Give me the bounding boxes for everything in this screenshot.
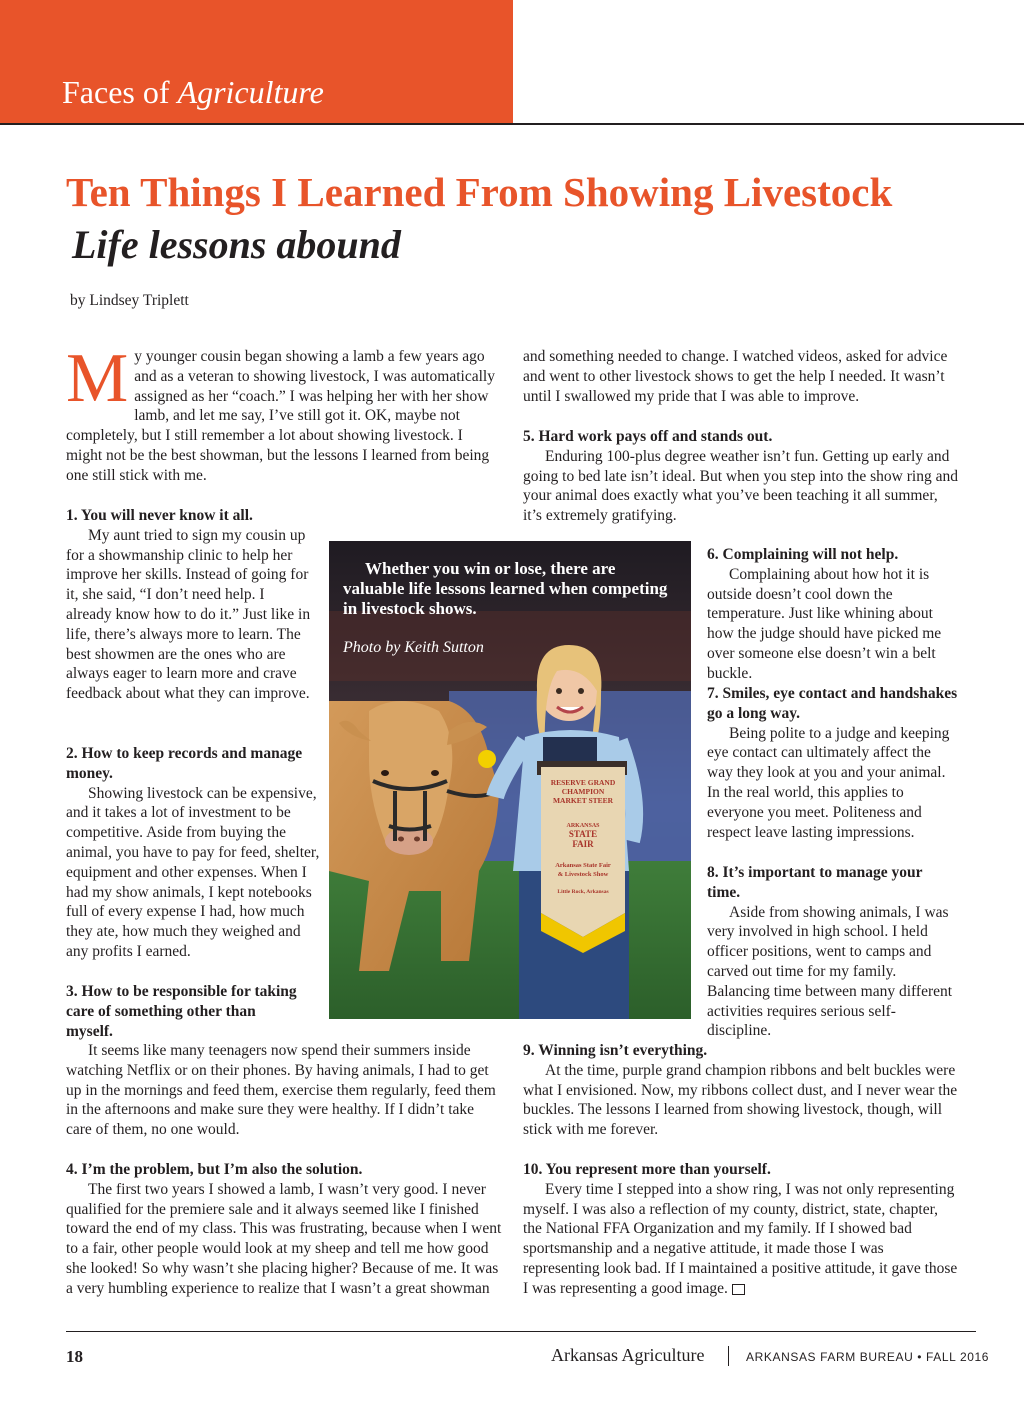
section-body: At the time, purple grand champion ribbons and belt buckles were what I envisioned. Now, my ribbons collect dust, and I never wear the buckles. The lessons I learned from showing livestock, though, will stick with me forever. (523, 1061, 958, 1139)
section-banner (0, 0, 513, 124)
svg-text:MARKET STEER: MARKET STEER (552, 796, 614, 805)
header-rule (0, 123, 1024, 125)
section-body: Every time I stepped into a show ring, I was not only representing myself. I was also a reflection of my county, district, state, chapter, the National FFA Organization and my family. If I showed bad sportsmanship and a negative attitude, it made those I was representing look bad. If I maintained a positive attitude, it gave those I was representing a good image. (523, 1180, 958, 1297)
section-heading: 10. You represent more than yourself. (523, 1161, 771, 1178)
section-body: Aside from showing animals, I was very involved in high school. I held officer positions, went to camps and carved out time for my family. Balancing time between many different activities requires serious self-discipline. (707, 903, 953, 1040)
section-heading: 9. Winning isn’t everything. (523, 1042, 708, 1059)
footer-separator (728, 1346, 729, 1366)
section-4 (66, 1160, 506, 1299)
byline: by Lindsey Triplett (70, 292, 189, 309)
photo-caption: Whether you win or lose, there are valuable life lessons learned when competing in livestock shows. (343, 559, 668, 618)
section-body: Showing livestock can be expensive, and it takes a lot of investment to be competitive. Aside from buying the animal, you have to pay for feed, shelter, equipment and other expenses. When I had my show animals, I kept notebooks full of every expense I had, how much they ate, how much they weighed and any profits I earned. (66, 784, 320, 960)
svg-text:STATE: STATE (568, 829, 598, 839)
page-number: 18 (66, 1347, 83, 1366)
section-1 (66, 506, 314, 704)
section-title: Faces of Agriculture (62, 74, 324, 110)
publisher-issue: ARKANSAS FARM BUREAU • FALL 2016 (746, 1350, 990, 1364)
section-body: Being polite to a judge and keeping eye contact can ultimately affect the way they look at you and your animal. In the real world, this applies to everyone you meet. Politeness and respect leave lasting impressions. (707, 724, 950, 841)
section-body: My aunt tried to sign my cousin up for a showmanship clinic to help her improve her skills. Instead of going for it, she said, “I don’t need help. I already know how to do it.” Just like in life, there’s always more to learn. The best showmen are the ones who are always eager to learn more and crave feedback about what they can improve. (66, 526, 311, 703)
drop-cap: M (66, 340, 129, 417)
section-2 (66, 744, 320, 962)
section-body: Enduring 100-plus degree weather isn’t fun. Getting up early and going to bed late isn’t ideal. But when you step into the show ring and your animal does exactly what you’ve been teaching it all summer, it’s extremely gratifying. (523, 447, 958, 525)
svg-text:ARKANSAS: ARKANSAS (566, 823, 600, 829)
svg-text:Arkansas State Fair: Arkansas State Fair (555, 862, 611, 869)
section-4-continued: and something needed to change. I watched videos, asked for advice and went to other livestock shows to get the help I needed. It wasn’t until I swallowed my pride that I was able to improve. (523, 348, 948, 405)
svg-text:Little Rock, Arkansas: Little Rock, Arkansas (557, 889, 609, 895)
section-10 (523, 1160, 959, 1299)
section-7 (707, 684, 959, 842)
svg-text:& Livestock Show: & Livestock Show (557, 871, 609, 878)
section-9 (523, 1041, 959, 1140)
section-body: Complaining about how hot it is outside doesn’t cool down the temperature. Just like whining about how the judge should have picked me over someone else doesn’t win a belt buckle. (707, 565, 942, 682)
section-heading: 1. You will never know it all. (66, 507, 253, 524)
svg-text:CHAMPION: CHAMPION (561, 787, 605, 796)
article-photo (329, 541, 691, 1019)
section-heading: 6. Complaining will not help. (707, 546, 899, 563)
section-body: The first two years I showed a lamb, I wasn’t very good. I never qualified for the premiere sale and it always seemed like I finished toward the end of my class. This was frustrating, because when I went to a fair, other people would look at my sheep and tell me how good she looked! So why wasn’t she placing higher? Because of me. It was a very humbling experience to realize that I wasn’t a great showman (66, 1180, 502, 1297)
section-heading: 8. It’s important to manage your time. (707, 864, 923, 901)
photo-credit: Photo by Keith Sutton (343, 639, 484, 656)
section-3-heading: 3. How to be responsible for taking care of something other than myself. (66, 983, 297, 1040)
footer-rule (66, 1331, 976, 1332)
section-heading: 7. Smiles, eye contact and handshakes go a long way. (707, 685, 958, 722)
section-heading: 5. Hard work pays off and stands out. (523, 428, 773, 445)
intro-paragraph: My younger cousin began showing a lamb a few years ago and as a veteran to showing livestock, I was automatically assigned as her “coach.” I was helping her with her show lamb, and let me say, I’ve still got it. OK, maybe not completely, but I still remember a lot about showing livestock. I might not be the best showman, but the lessons I learned from being one still stick with me. (66, 340, 495, 484)
svg-text:FAIR: FAIR (572, 839, 594, 849)
article-subtitle: Life lessons abound (72, 222, 401, 267)
svg-text:RESERVE GRAND: RESERVE GRAND (550, 778, 616, 787)
section-6 (707, 545, 959, 684)
section-8 (707, 863, 959, 1041)
article-title: Ten Things I Learned From Showing Livestock (66, 169, 893, 215)
end-mark-icon (732, 1284, 745, 1295)
magazine-name: Arkansas Agriculture (551, 1345, 705, 1365)
section-5 (523, 427, 959, 526)
section-heading: 2. How to keep records and manage money. (66, 745, 303, 782)
section-heading: 4. I’m the problem, but I’m also the solution. (66, 1161, 363, 1178)
section-3-body: It seems like many teenagers now spend their summers inside watching Netflix or on their phones. By having animals, I had to get up in the mornings and feed them, exercise them regularly, feed them in the afternoons and make sure they were healthy. If I didn’t take care of them, no one would. (66, 1042, 496, 1139)
